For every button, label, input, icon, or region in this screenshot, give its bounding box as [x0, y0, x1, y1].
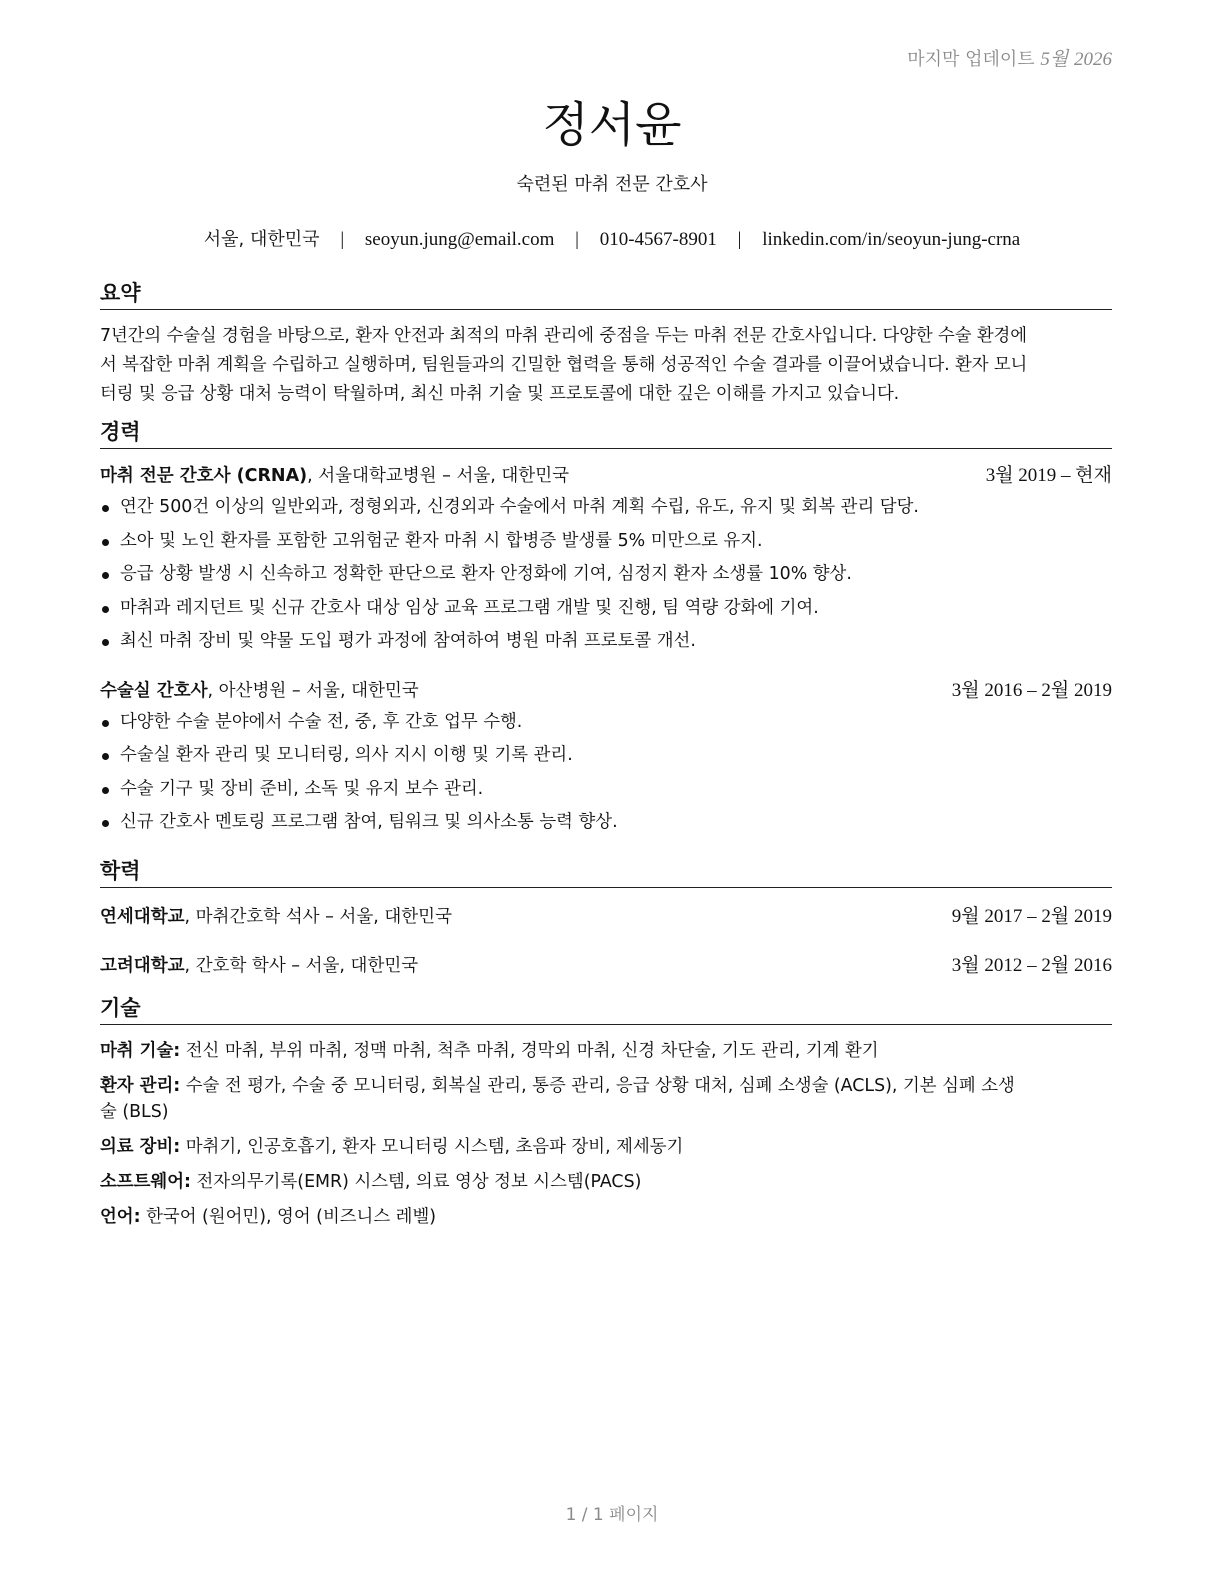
- job-date: 3월 2016 – 2월 2019: [951, 679, 1112, 701]
- summary-line: 서 복잡한 마취 계획을 수립하고 실행하며, 팀원들과의 긴밀한 협력을 통해 성공적인 수술 결과를 이끌어냈습니다. 환자 모니: [100, 355, 1028, 375]
- job-bullets: [100, 706, 1112, 840]
- job-role: 마취 전문 간호사 (CRNA): [100, 466, 308, 486]
- skill-item: [100, 1038, 1112, 1064]
- skill-item: [100, 1134, 1112, 1160]
- skill-label: 의료 장비:: [100, 1137, 181, 1157]
- education-detail: , 간호학 학사 – 서울, 대한민국: [184, 956, 419, 976]
- job-bullet: 다양한 수술 분야에서 수술 전, 중, 후 간호 업무 수행.: [100, 706, 1112, 740]
- experience-section: [100, 416, 1112, 840]
- skill-value: 한국어 (원어민), 영어 (비즈니스 레벨): [146, 1207, 437, 1227]
- contact-email[interactable]: seoyun.jung@email.com: [364, 229, 555, 250]
- skill-value: 마취기, 인공호흡기, 환자 모니터링 시스템, 초음파 장비, 제세동기: [185, 1137, 684, 1157]
- skill-item: [100, 1204, 1112, 1230]
- page-number: 1 / 1 페이지: [565, 1505, 659, 1525]
- job-header: [100, 461, 1112, 491]
- candidate-subtitle: 숙련된 마취 전문 간호사: [516, 174, 708, 195]
- section-title-summary: 요약: [100, 277, 1112, 310]
- skill-item: [100, 1169, 1112, 1195]
- contact-phone: 010-4567-8901: [599, 229, 717, 250]
- section-title-skills: 기술: [100, 992, 1112, 1025]
- skill-label: 환자 관리:: [100, 1076, 181, 1096]
- education-school: 고려대학교: [100, 956, 185, 976]
- job-role: 수술실 간호사: [100, 680, 208, 701]
- education-date: 9월 2017 – 2월 2019: [951, 906, 1112, 927]
- job-date: 3월 2019 – 현재: [985, 465, 1112, 486]
- contact-line: [0, 225, 1224, 251]
- job-bullet: 신규 간호사 멘토링 프로그램 참여, 팀워크 및 의사소통 능력 향상.: [100, 806, 1112, 840]
- updated-month: 5월: [1040, 49, 1069, 70]
- section-title-education: 학력: [100, 855, 1112, 888]
- updated-year: 2026: [1074, 49, 1112, 70]
- job-bullet: 수술 기구 및 장비 준비, 소독 및 유지 보수 관리.: [100, 773, 1112, 807]
- skill-label: 언어:: [100, 1207, 141, 1227]
- education-section: [100, 855, 1112, 981]
- job-entry: [100, 676, 1112, 840]
- summary-line: 터링 및 응급 상황 대처 능력이 탁월하며, 최신 마취 기술 및 프로토콜에 대한 깊은 이해를 가지고 있습니다.: [100, 384, 900, 404]
- candidate-name: 정서윤: [542, 97, 682, 153]
- education-date: 3월 2012 – 2월 2016: [951, 955, 1112, 976]
- job-header: [100, 676, 1112, 706]
- updated-label: 마지막 업데이트: [907, 49, 1035, 70]
- job-bullet: 응급 상황 발생 시 신속하고 정확한 판단으로 환자 안정화에 기여, 심정지 환자 소생률 10% 향상.: [100, 558, 1112, 592]
- job-bullet: 소아 및 노인 환자를 포함한 고위험군 환자 마취 시 합병증 발생률 5% 미만으로 유지.: [100, 525, 1112, 559]
- section-title-experience: 경력: [100, 416, 1112, 449]
- skill-value: 전신 마취, 부위 마취, 정맥 마취, 척추 마취, 경막외 마취, 신경 차단술, 기도 관리, 기계 환기: [185, 1041, 879, 1061]
- last-updated: [907, 44, 1112, 71]
- contact-separator: |: [737, 229, 742, 250]
- education-school: 연세대학교: [100, 907, 185, 927]
- summary-text: [100, 322, 1112, 409]
- job-org: , 서울대학교병원 – 서울, 대한민국: [307, 466, 570, 486]
- contact-separator: |: [575, 229, 579, 250]
- contact-separator: |: [340, 229, 345, 250]
- skills-section: [100, 992, 1112, 1239]
- job-bullets: [100, 491, 1112, 659]
- contact-location: 서울, 대한민국: [203, 229, 320, 250]
- job-bullet: 마취과 레지던트 및 신규 간호사 대상 임상 교육 프로그램 개발 및 진행, 팀 역량 강화에 기여.: [100, 592, 1112, 626]
- skill-item: [100, 1073, 1112, 1125]
- skill-label: 소프트웨어:: [100, 1172, 191, 1192]
- skill-value-continuation: 술 (BLS): [100, 1102, 169, 1122]
- summary-line: 7년간의 수술실 경험을 바탕으로, 환자 안전과 최적의 마취 관리에 중점을 두는 마취 전문 간호사입니다. 다양한 수술 환경에: [100, 326, 1027, 346]
- skill-value: 전자의무기록(EMR) 시스템, 의료 영상 정보 시스템(PACS): [196, 1172, 642, 1192]
- job-entry: [100, 461, 1112, 659]
- job-bullet: 연간 500건 이상의 일반외과, 정형외과, 신경외과 수술에서 마취 계획 수립, 유도, 유지 및 회복 관리 담당.: [100, 491, 1112, 525]
- job-bullet: 수술실 환자 관리 및 모니터링, 의사 지시 이행 및 기록 관리.: [100, 739, 1112, 773]
- skill-value: 수술 전 평가, 수술 중 모니터링, 회복실 관리, 통증 관리, 응급 상황 대처, 심폐 소생술 (ACLS), 기본 심폐 소생: [185, 1076, 1015, 1096]
- job-bullet: 최신 마취 장비 및 약물 도입 평가 과정에 참여하여 병원 마취 프로토콜 개선.: [100, 625, 1112, 659]
- job-org: , 아산병원 – 서울, 대한민국: [207, 680, 419, 701]
- skill-label: 마취 기술:: [100, 1041, 181, 1061]
- education-entry: [100, 902, 1112, 932]
- education-entry: [100, 951, 1112, 981]
- education-detail: , 마취간호학 석사 – 서울, 대한민국: [184, 907, 452, 927]
- summary-section: [100, 277, 1112, 409]
- contact-linkedin[interactable]: linkedin.com/in/seoyun-jung-crna: [762, 229, 1021, 250]
